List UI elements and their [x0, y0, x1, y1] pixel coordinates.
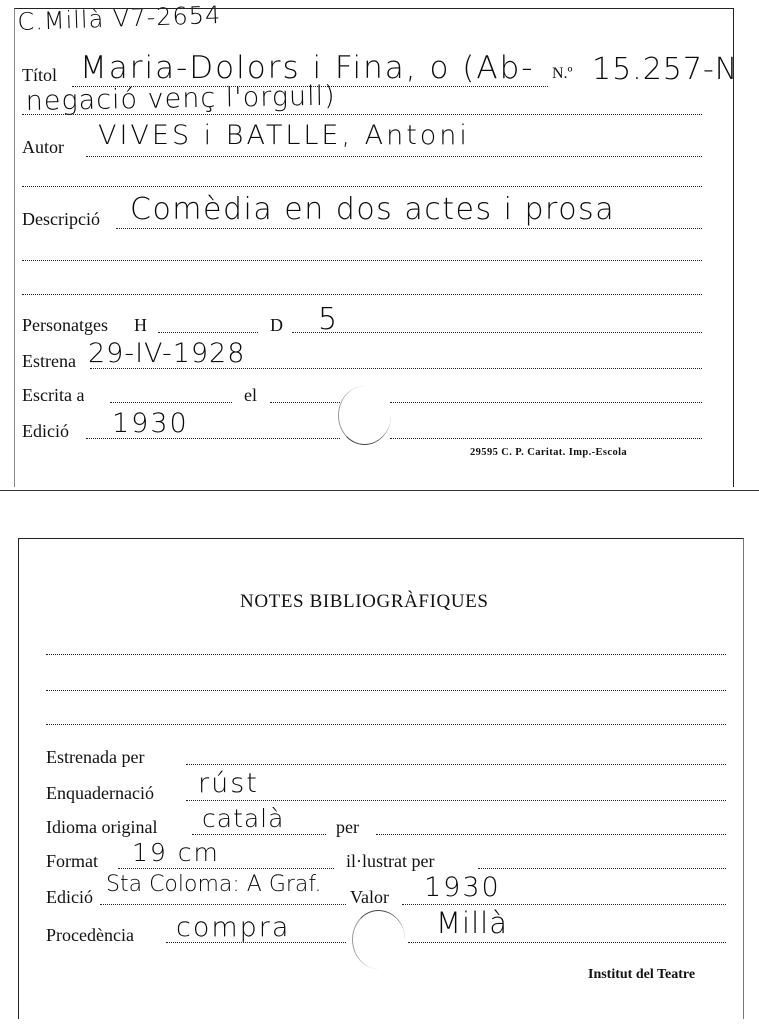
- escrita-line: [110, 402, 232, 403]
- estrena-label: Estrena: [22, 351, 76, 371]
- format-line: [118, 868, 334, 869]
- notes-line-1: [46, 654, 726, 655]
- idioma-per-line: [376, 834, 726, 835]
- format-value: 19 cm: [132, 838, 220, 867]
- titol-label: Títol: [22, 65, 57, 85]
- valor-value: 1930: [424, 872, 501, 903]
- descripcio-value: Comèdia en dos actes i prosa: [130, 192, 616, 227]
- idioma-label: Idioma original: [46, 817, 158, 837]
- edicio-back-label: Edició: [46, 887, 93, 907]
- escrita-el-line: [270, 402, 340, 403]
- estrenada-per-line: [186, 764, 726, 765]
- personatges-d-line: [292, 332, 702, 333]
- descripcio-label: Descripció: [22, 209, 100, 229]
- numero-label: N.º: [552, 65, 573, 82]
- institution-name: Institut del Teatre: [588, 967, 696, 982]
- notes-line-3: [46, 724, 726, 725]
- idioma-per-label: per: [336, 817, 359, 837]
- autor-label: Autor: [22, 137, 64, 157]
- personatges-d-label: D: [270, 315, 283, 335]
- numero-value: 15.257-N: [592, 52, 739, 87]
- escrita-el-label: el: [244, 385, 257, 405]
- procedencia-value: compra: [176, 912, 291, 943]
- procedencia-line-continued: [408, 942, 726, 943]
- personatges-h-line: [158, 332, 258, 333]
- punch-hole-mark: [338, 386, 391, 445]
- idioma-value: català: [202, 804, 285, 833]
- archive-reference-note: C.Millà V7-2654: [17, 0, 222, 37]
- enquadernacio-label: Enquadernació: [46, 783, 154, 803]
- edicio-back-line: [100, 904, 346, 905]
- illustrat-label: il·lustrat per: [346, 851, 435, 871]
- edicio-line-continued: [390, 438, 702, 439]
- punch-hole-mark: [352, 910, 405, 969]
- estrena-value: 29-IV-1928: [88, 338, 246, 369]
- valor-line: [402, 904, 726, 905]
- card-separator: [0, 490, 759, 491]
- escrita-label: Escrita a: [22, 385, 85, 405]
- descripcio-line: [116, 228, 702, 229]
- autor-line: [86, 156, 702, 157]
- idioma-line: [192, 834, 326, 835]
- illustrat-line: [478, 868, 726, 869]
- autor-value: VIVES i BATLLE, Antoni: [98, 120, 470, 151]
- enquadernacio-value: rúst: [198, 768, 259, 799]
- personatges-label: Personatges: [22, 315, 108, 335]
- printer-imprint: 29595 C. P. Caritat. Imp.-Escola: [470, 447, 628, 458]
- personatges-d-value: 5: [318, 302, 339, 337]
- personatges-h-label: H: [134, 315, 147, 335]
- edicio-value: 1930: [112, 408, 189, 439]
- blank-line: [22, 186, 702, 187]
- format-label: Format: [46, 851, 98, 871]
- edicio-back-value: Sta Coloma: A Graf.: [106, 872, 322, 897]
- procedencia-extra-value: Millà: [436, 906, 508, 940]
- blank-line: [22, 294, 702, 295]
- escrita-el-line-continued: [390, 402, 702, 403]
- notes-heading: NOTES BIBLIOGRÀFIQUES: [240, 591, 489, 612]
- edicio-label: Edició: [22, 421, 69, 441]
- titol-value-continued: negació venç l'orgull): [25, 80, 336, 117]
- procedencia-label: Procedència: [46, 925, 134, 945]
- enquadernacio-line: [186, 800, 726, 801]
- blank-line: [22, 260, 702, 261]
- titol-value: Maria-Dolors i Fina, o (Ab-: [80, 50, 535, 86]
- estrenada-per-label: Estrenada per: [46, 747, 145, 767]
- notes-line-2: [46, 690, 726, 691]
- valor-label: Valor: [350, 887, 389, 907]
